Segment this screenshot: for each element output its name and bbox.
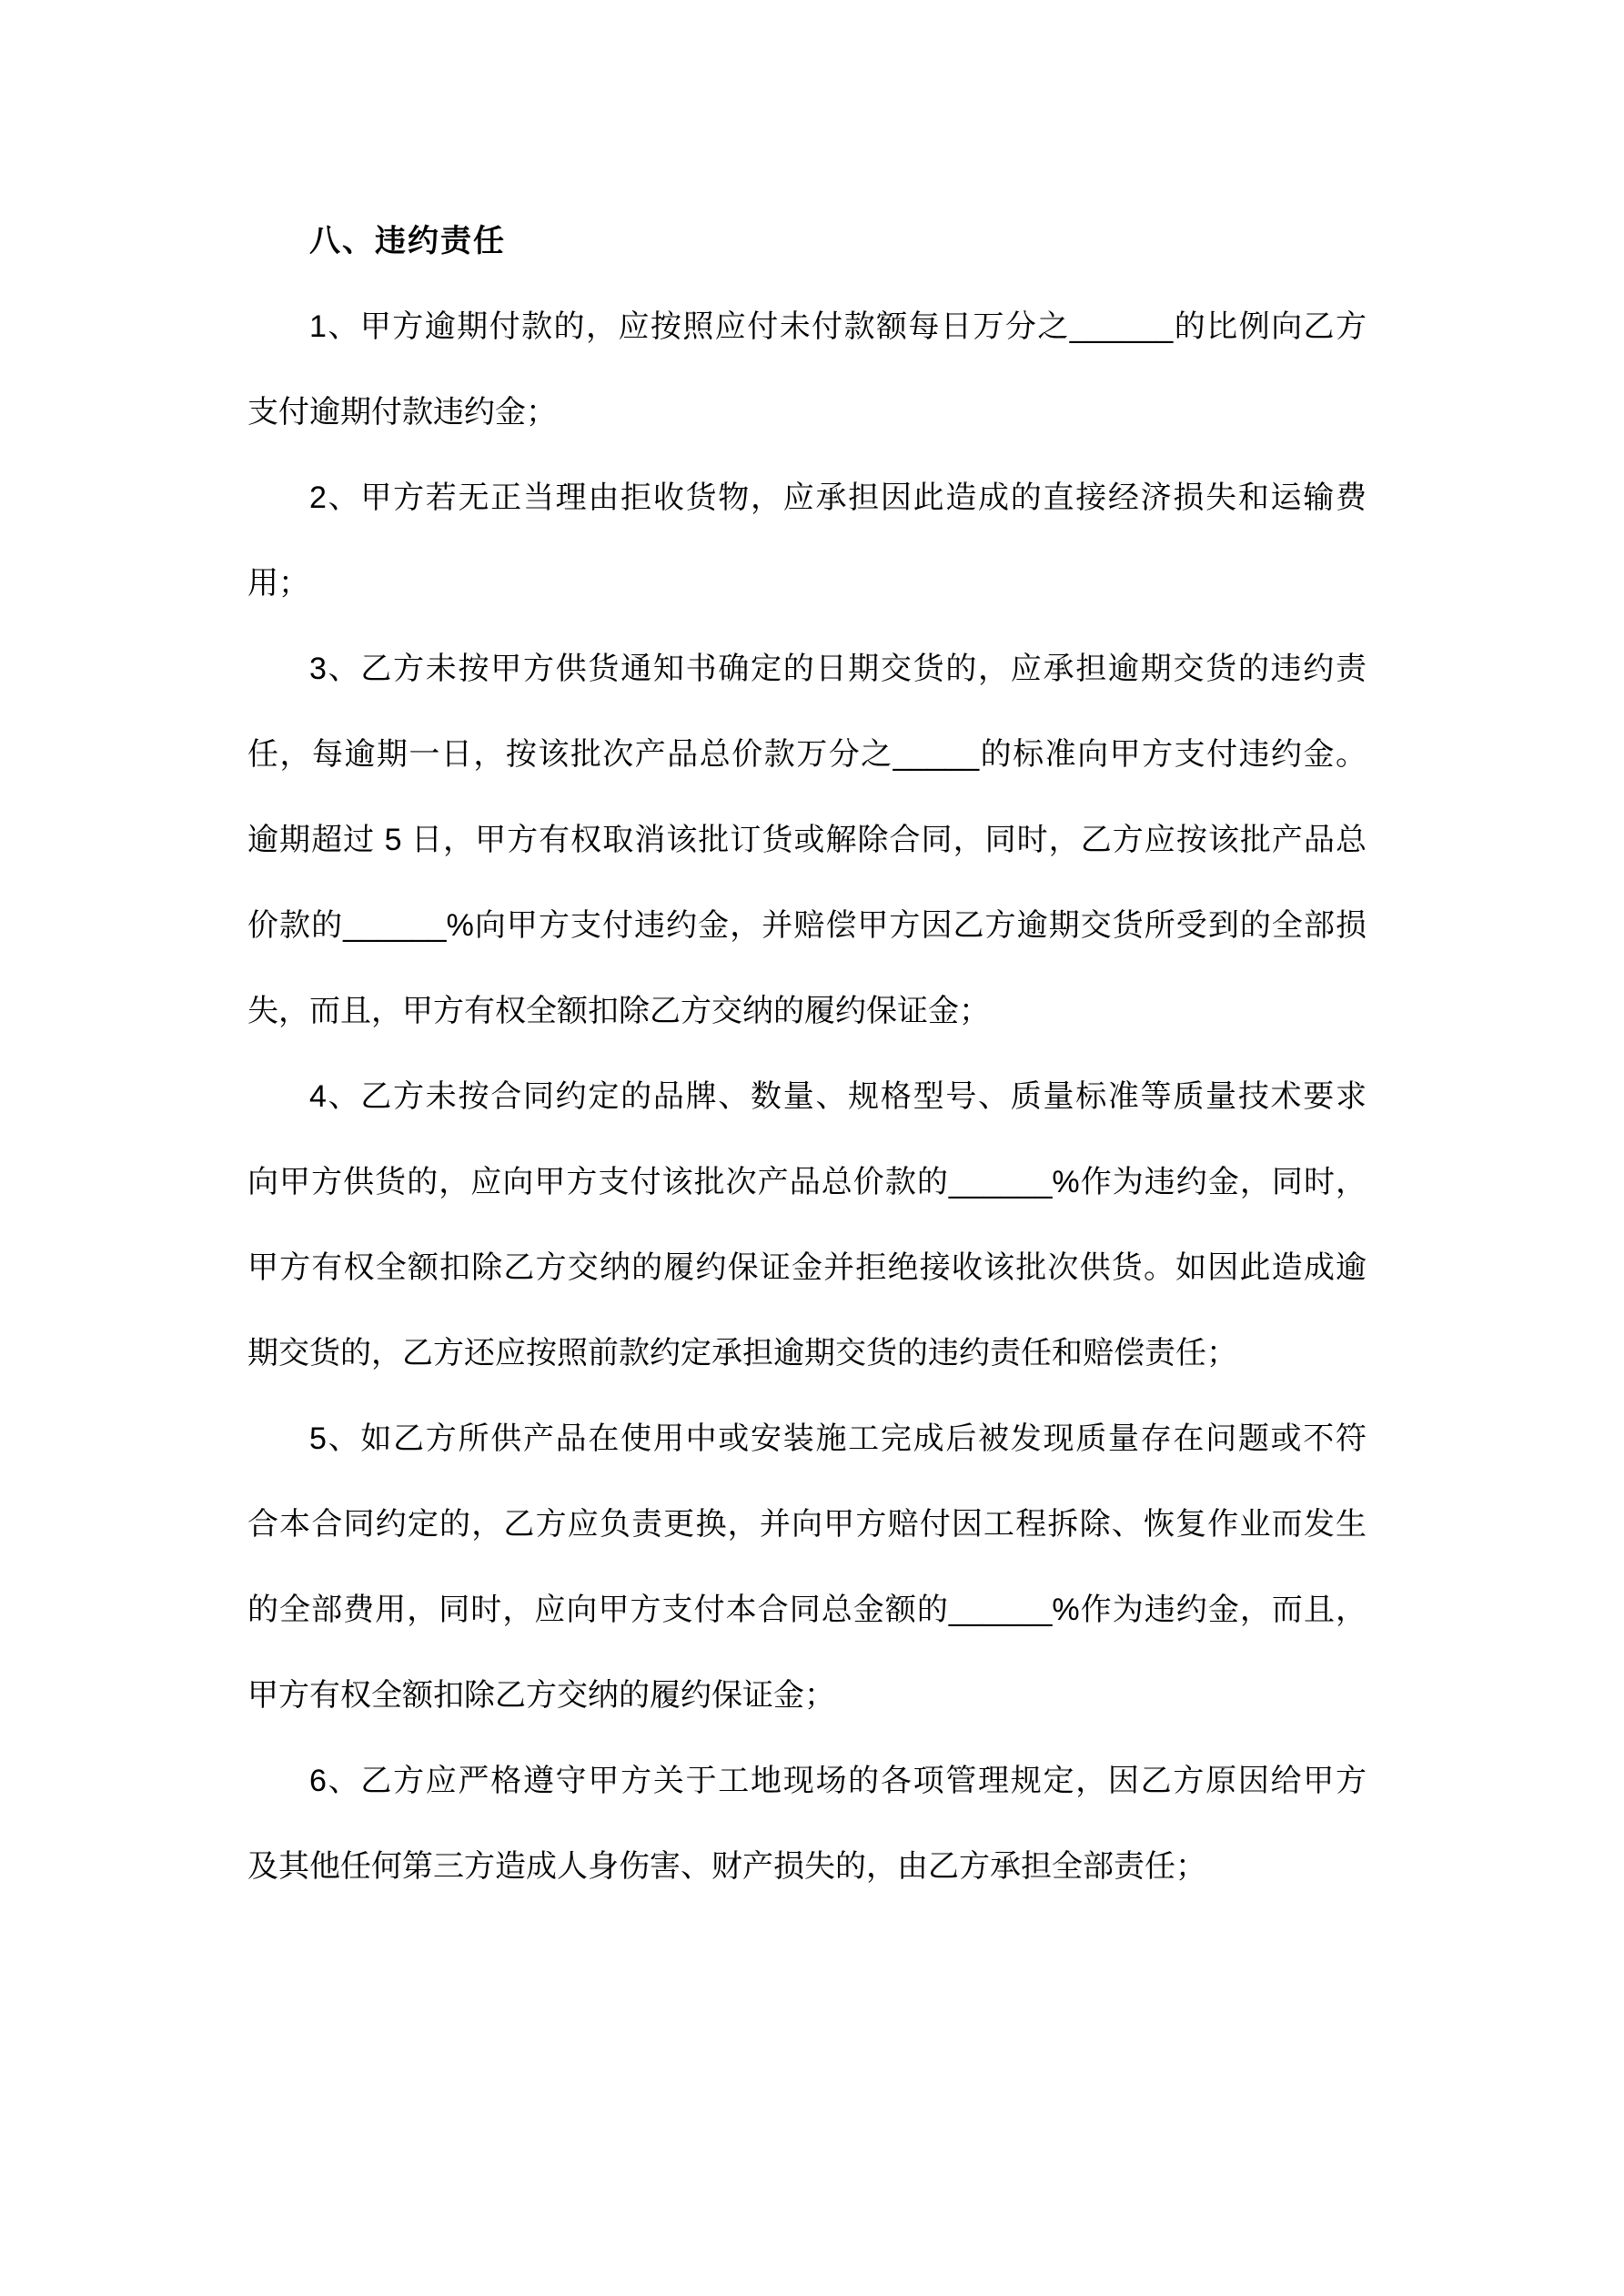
- text-line: 的全部费用，同时，应向甲方支付本合同总金额的______%作为违约金，而且，: [247, 1593, 1367, 1627]
- text-line: 甲方有权全额扣除乙方交纳的履约保证金并拒绝接收该批次供货。如因此造成逾: [247, 1250, 1367, 1285]
- text-line: 6、乙方应严格遵守甲方关于工地现场的各项管理规定，因乙方原因给甲方: [309, 1764, 1367, 1798]
- section-heading: 八、违约责任: [309, 224, 506, 258]
- text-line: 甲方有权全额扣除乙方交纳的履约保证金；: [247, 1678, 835, 1713]
- text-line: 向甲方供货的，应向甲方支付该批次产品总价款的______%作为违约金，同时，: [247, 1165, 1367, 1199]
- text-line: 失，而且，甲方有权全额扣除乙方交纳的履约保证金；: [247, 994, 990, 1028]
- text-line: 2、甲方若无正当理由拒收货物，应承担因此造成的直接经济损失和运输费: [309, 480, 1367, 515]
- text-line: 合本合同约定的，乙方应负责更换，并向甲方赔付因工程拆除、恢复作业而发生: [247, 1507, 1367, 1542]
- contract-paragraphs: [247, 284, 1367, 1909]
- text-line: 3、乙方未按甲方供货通知书确定的日期交货的，应承担逾期交货的违约责: [309, 652, 1367, 686]
- text-line: 价款的______%向甲方支付违约金，并赔偿甲方因乙方逾期交货所受到的全部损: [247, 908, 1367, 943]
- text-line: 任，每逾期一日，按该批次产品总价款万分之_____的标准向甲方支付违约金。: [247, 737, 1367, 772]
- text-line: 1、甲方逾期付款的，应按照应付未付款额每日万分之______的比例向乙方: [309, 309, 1367, 344]
- text-line: 5、如乙方所供产品在使用中或安装施工完成后被发现质量存在问题或不符: [309, 1421, 1367, 1456]
- text-line: 逾期超过 5 日，甲方有权取消该批订货或解除合同，同时，乙方应按该批产品总: [247, 823, 1367, 857]
- contract-body: [247, 198, 1367, 1909]
- text-line: 期交货的，乙方还应按照前款约定承担逾期交货的违约责任和赔偿责任；: [247, 1336, 1237, 1371]
- text-line: 支付逾期付款违约金；: [247, 395, 557, 430]
- text-line: 用；: [247, 566, 309, 601]
- text-line: 及其他任何第三方造成人身伤害、财产损失的，由乙方承担全部责任；: [247, 1849, 1206, 1884]
- text-line: 4、乙方未按合同约定的品牌、数量、规格型号、质量标准等质量技术要求: [309, 1079, 1367, 1114]
